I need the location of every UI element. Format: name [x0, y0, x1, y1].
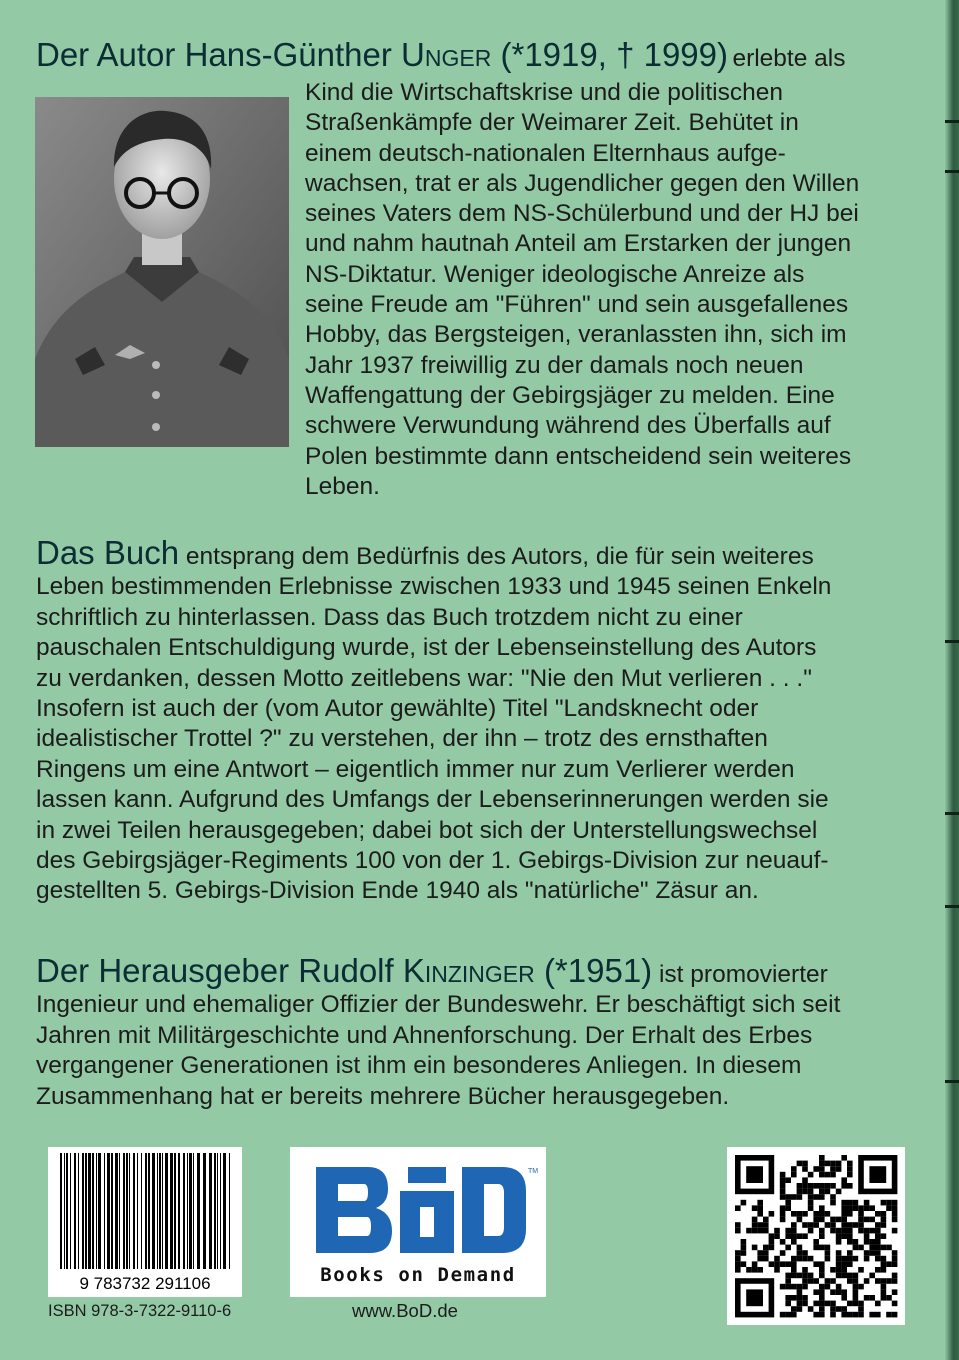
publisher-line: Ingenieur und ehemaliger Offizier der Bundeswehr. Er beschäftigt sich seit	[36, 991, 841, 1019]
qr-code-pattern	[727, 1147, 905, 1325]
author-line: Jahr 1937 freiwillig zu der damals noch neuen	[305, 351, 804, 379]
author-line: Leben.	[305, 472, 380, 500]
barcode-digits: 9 783732 291106	[79, 1274, 211, 1293]
author-line: Hobby, das Bergsteigen, veranlassten ihn, sich im	[305, 321, 847, 349]
author-line: seines Vaters dem NS-Schülerbund und der HJ bei	[305, 200, 859, 228]
book-line: idealistischer Trottel ?" zu verstehen, der ihn – trotz des ernsthaften	[36, 725, 768, 753]
publisher-label: Der Herausgeber Rudolf	[36, 952, 394, 989]
book-first-line	[36, 534, 907, 572]
author-line: Polen bestimmte dann entscheidend sein weiteres	[305, 442, 852, 470]
book-first-rest: entsprang dem Bedürfnis des Autors, die für sein weiteres	[185, 543, 814, 570]
book-line: zu verdanken, dessen Motto zeitlebens war: "Nie den Mut verlieren . . ."	[36, 664, 812, 692]
author-surname: Unger	[401, 36, 492, 73]
book-section	[36, 534, 907, 907]
bod-url: www.BoD.de	[352, 1300, 458, 1321]
author-line: Straßenkämpfe der Weimarer Zeit. Behütet in	[305, 109, 799, 137]
spine-edge	[945, 0, 959, 1360]
publisher-section	[36, 952, 907, 1112]
author-line: seine Freude am "Führen" und sein ausgefallenes	[305, 291, 849, 319]
publisher-surname: Kinzinger	[402, 952, 535, 989]
author-line1-rest: erlebte als	[732, 45, 846, 72]
author-line: einem deutsch-nationalen Elternhaus aufge-	[305, 139, 786, 167]
author-line: Waffengattung der Gebirgsjäger zu melden. Eine	[305, 381, 835, 409]
book-line: des Gebirgsjäger-Regiments 100 von der 1. Gebirgs-Division zur neuauf-	[36, 847, 829, 875]
author-line: und nahm hautnah Anteil am Erstarken der jungen	[305, 230, 852, 258]
book-line: Ringens um eine Antwort – eigentlich immer nur zum Verlierer werden	[36, 755, 795, 783]
author-portrait-photo	[35, 97, 289, 447]
book-line: pauschalen Entschuldigung wurde, ist der Lebenseinstellung des Autors	[36, 634, 817, 662]
publisher-line: Zusammenhang hat er bereits mehrere Bücher herausgegeben.	[36, 1082, 730, 1110]
publisher-heading	[36, 952, 652, 989]
bod-logo	[290, 1147, 546, 1297]
publisher-first-rest: ist promovierter	[658, 961, 828, 988]
author-line: wachsen, trat er als Jugendlicher gegen den Willen	[305, 169, 860, 197]
author-line: Kind die Wirtschaftskrise und die politischen	[305, 79, 783, 106]
publisher-first-line	[36, 952, 907, 990]
bod-logo-graphic	[316, 1167, 526, 1253]
qr-code	[727, 1147, 905, 1325]
author-section	[36, 36, 907, 500]
book-line: in zwei Teilen herausgegeben; dabei bot sich der Unterstellungswechsel	[36, 816, 818, 844]
book-line: lassen kann. Aufgrund des Umfangs der Lebenserinnerungen werden sie	[36, 786, 829, 814]
author-dates: (*1919, † 1999)	[500, 36, 728, 73]
isbn-barcode	[48, 1147, 242, 1297]
bod-tagline: Books on Demand	[320, 1264, 516, 1286]
author-line: schwere Verwundung während des Überfalls auf	[305, 412, 831, 440]
publisher-dates: (*1951)	[543, 952, 653, 989]
barcode-bars	[48, 1147, 242, 1297]
book-line: Insofern ist auch der (vom Autor gewählte) Titel "Landsknecht oder	[36, 695, 759, 723]
author-line: NS-Diktatur. Weniger ideologische Anreize als	[305, 260, 805, 288]
isbn-number: ISBN 978-3-7322-9110-6	[48, 1302, 232, 1320]
book-heading: Das Buch	[36, 534, 180, 571]
trademark-mark: TM	[528, 1168, 539, 1175]
author-body	[305, 78, 907, 502]
publisher-line: Jahren mit Militärgeschichte und Ahnenforschung. Der Erhalt des Erbes	[36, 1021, 813, 1049]
author-label: Der Autor Hans-Günther	[36, 36, 392, 73]
publisher-line: vergangener Generationen ist ihm ein besonderes Anliegen. In diesem	[36, 1052, 802, 1080]
book-line: schriftlich zu hinterlassen. Dass das Buch trotzdem nicht zu einer	[36, 603, 743, 631]
author-heading	[36, 36, 728, 73]
author-first-line	[36, 36, 907, 74]
book-line: Leben bestimmenden Erlebnisse zwischen 1933 und 1945 seinen Enkeln	[36, 573, 832, 601]
book-line: gestellten 5. Gebirgs-Division Ende 1940 als "natürliche" Zäsur an.	[36, 877, 759, 905]
